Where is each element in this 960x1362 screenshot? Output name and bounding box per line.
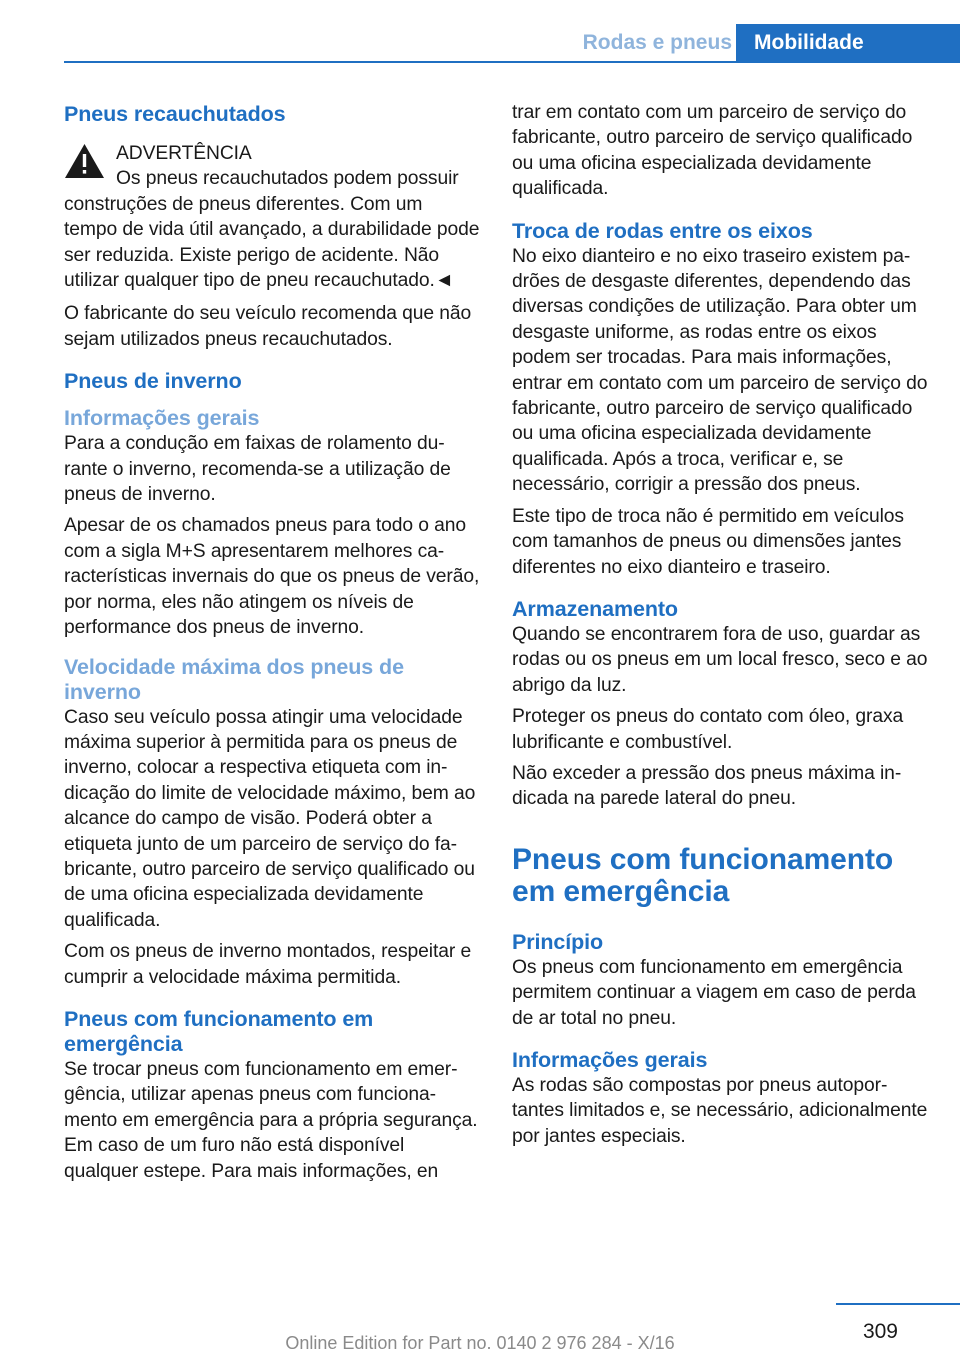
header-chapter-tab: Mobilidade <box>736 24 960 62</box>
principle-heading: Princípio <box>512 929 604 954</box>
principle-paragraph: Os pneus com funcionamento em emergência permitem continuar a viagem em caso de perda de ar total no pneu. <box>512 956 916 1029</box>
wheel-swap-paragraph-1: No eixo dianteiro e no eixo traseiro existem padrões de desgaste diferentes, dependendo das diversas condições de utilização. Para obter um desgaste uniforme, as rodas entre os eixos podem ser trocadas. Para mais informações, entrar em contato com um parceiro de serviço do fabricante, outro parceiro de serviço qualificado ou uma oficina especializada devidamente qualificada. Após a troca, verificar e, se necessário, corrigir a pressão dos pneus. <box>512 245 928 496</box>
runflat-info-paragraph: As rodas são compostas por pneus autoportantes limitados e, se necessário, adicionalmente por jantes especiais. <box>512 1074 928 1147</box>
general-paragraph-1: Para a condução em faixas de rolamento durante o inverno, recomenda-se a utilização de pneus de inverno. <box>64 433 451 506</box>
page-number: 309 <box>862 1320 898 1343</box>
storage-paragraph-3: Não exceder a pressão dos pneus máxima indicada na parede lateral do pneu. <box>512 762 902 810</box>
winter-speed-paragraph-2: Com os pneus de inverno montados, respeitar e cumprir a velocidade máxima permitida. <box>64 941 472 988</box>
winter-speed-paragraph-1: Caso seu veículo possa atingir uma velocidade máxima superior à permitida para os pneus de inverno, colocar a respectiva etiqueta com indicação do limite de velocidade máximo, bem ao alcance do campo de visão. Poderá obter a etiqueta junto de um parceiro de serviço do fabricante, outro parceiro de serviço qualificado ou de uma oficina especializada devidamente qualificada. <box>64 706 476 931</box>
left-column <box>64 100 480 1190</box>
warning-text: Os pneus recauchutados podem possuir construções de pneus diferentes. Com um tempo de vida útil avançado, a durabilidade pode ser reduzida. Existe perigo de acidente. Não utilizar qualquer tipo de pneu recauchutado.◄ <box>64 168 480 292</box>
general-paragraph-2: Apesar de os chamados pneus para todo o ano com a sigla M+S apresentarem melhores características invernais do que os pneus de verão, por norma, eles não atingem os níveis de performance dos pneus de inverno. <box>64 515 480 639</box>
warning-title: ADVERTÊNCIA <box>116 143 252 164</box>
page-number-rule <box>836 1303 960 1305</box>
storage-heading: Armazenamento <box>512 596 678 621</box>
winter-heading: Pneus de inverno <box>64 369 242 394</box>
winter-speed-heading: Velocidade máxima dos pneus de inverno <box>64 654 404 704</box>
runflat-main-heading: Pneus com funcionamento em emergência <box>512 842 894 908</box>
storage-paragraph-2: Proteger os pneus do contato com óleo, graxa lubrificante e combustível. <box>512 706 904 753</box>
runflat-info-heading: Informações gerais <box>512 1047 708 1072</box>
wheel-swap-paragraph-2: Este tipo de troca não é permitido em veículos com tamanhos de pneus ou dimensões jantes diferentes no eixo dianteiro e traseiro. <box>512 505 904 578</box>
warning-triangle-icon <box>64 143 105 179</box>
header-section-title: Rodas e pneus <box>582 31 732 54</box>
right-column <box>512 100 928 1155</box>
wheel-swap-heading: Troca de rodas entre os eixos <box>512 218 813 243</box>
general-info-heading: Informações gerais <box>64 406 260 431</box>
retread-heading: Pneus recauchutados <box>64 102 286 126</box>
runflat-subheading: Pneus com funcionamento em emergência <box>64 1006 374 1056</box>
header-divider <box>64 61 960 63</box>
storage-paragraph-1: Quando se encontrarem fora de uso, guardar as rodas ou os pneus em um local fresco, seco e ao abrigo da luz. <box>512 623 928 696</box>
footer-edition: Online Edition for Part no. 0140 2 976 284 - X/16 <box>285 1333 675 1353</box>
retread-paragraph: O fabricante do seu veículo recomenda que não sejam utilizados pneus recauchutados. <box>64 303 472 350</box>
runflat-paragraph: Se trocar pneus com funcionamento em emergência, utilizar apenas pneus com funcionamento em emergência para a própria segurança. Em caso de um furo não está disponível qualquer estepe. Para mais informações, en <box>64 1058 478 1182</box>
continued-paragraph: trar em contato com um parceiro de serviço do fabricante, outro parceiro de serviço qualificado ou uma oficina especializada devidamente qualificada. <box>512 102 913 200</box>
warning-block <box>64 141 480 293</box>
